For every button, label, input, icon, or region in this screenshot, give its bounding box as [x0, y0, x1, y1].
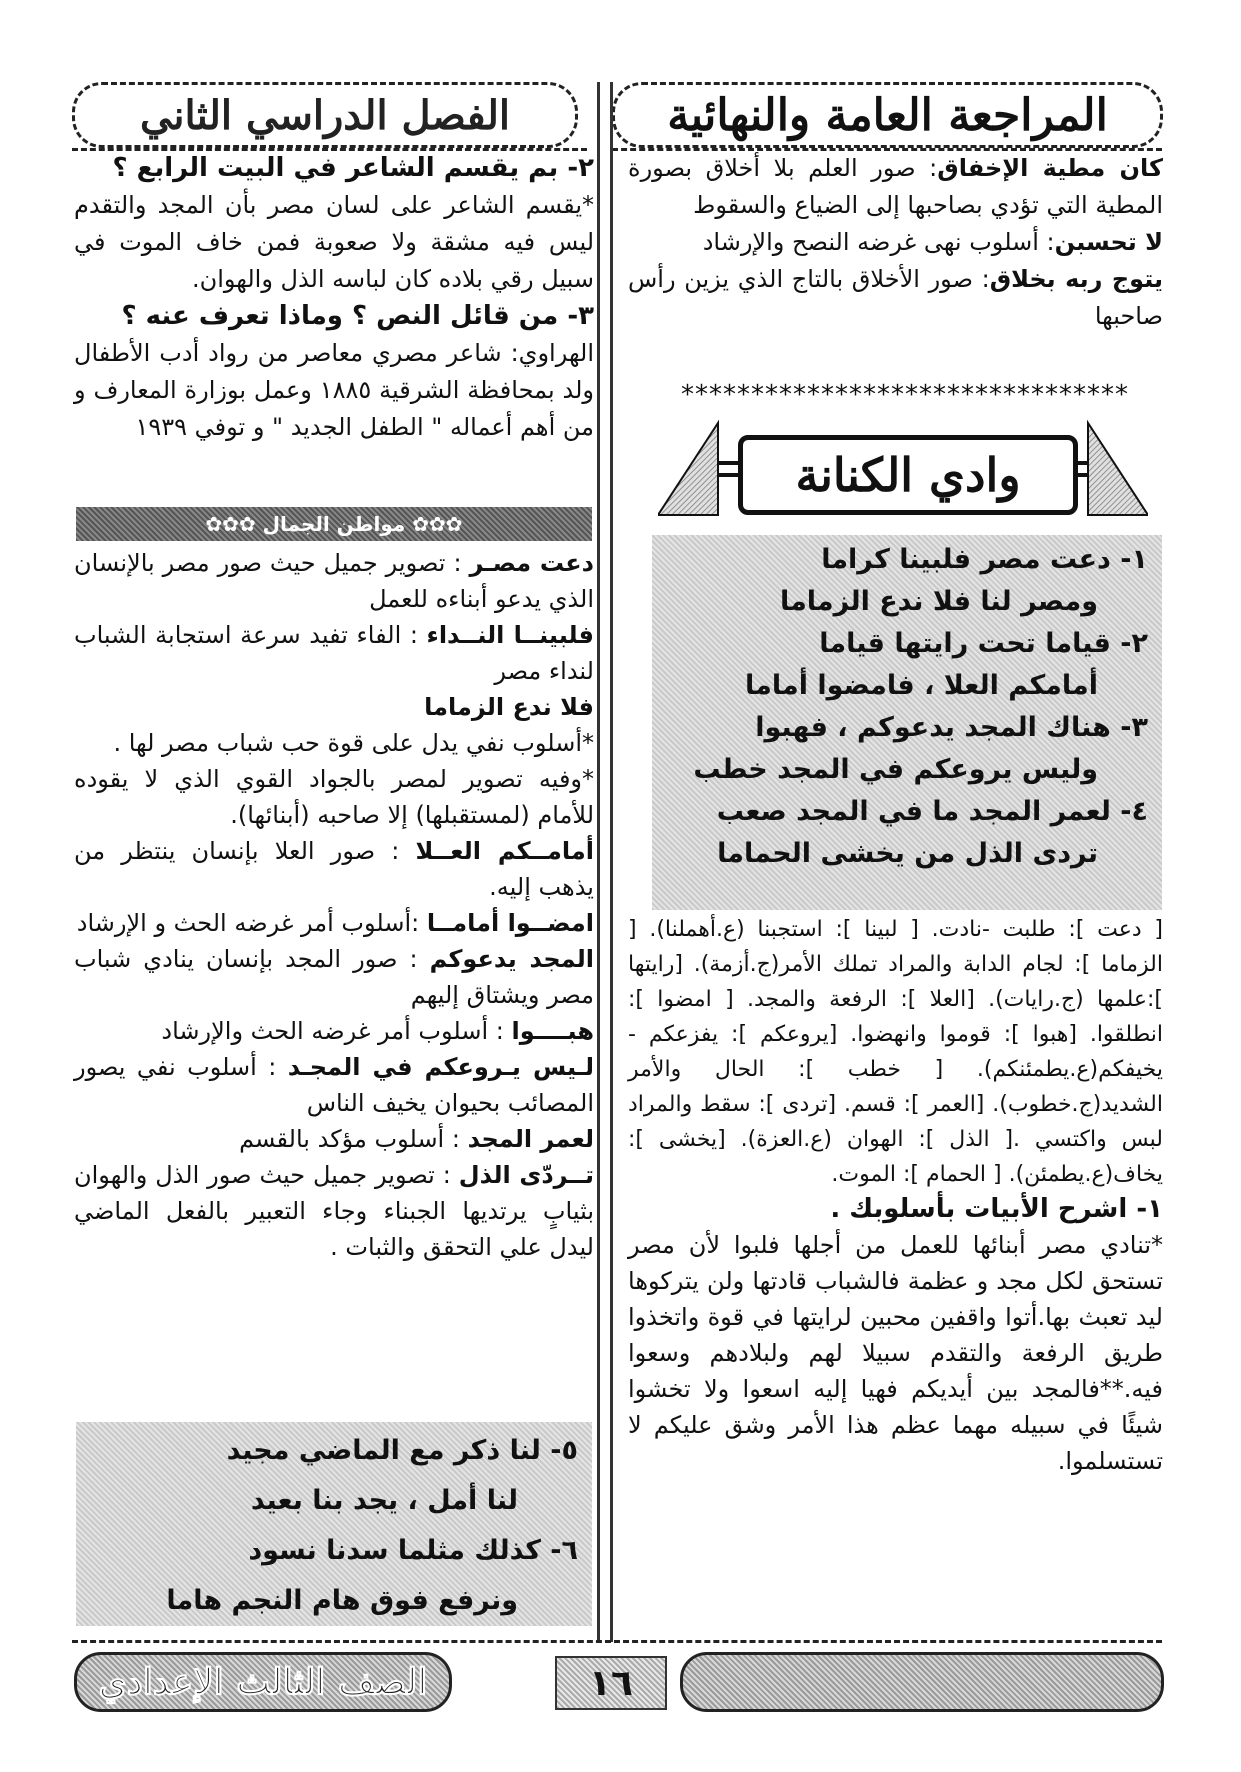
star-separator: ******************************** — [681, 380, 1129, 410]
beauty-item: *وفيه تصوير لمصر بالجواد القوي الذي لا يقوده للأمام (لمستقبلها) إلا صاحبه (أبنائها). — [74, 765, 594, 829]
definition-item: لا تحسبن: أسلوب نهى غرضه النصح والإرشاد — [702, 228, 1163, 256]
left-column-top — [74, 150, 594, 446]
footer-grade: الصف الثالث الإعدادي — [74, 1652, 452, 1712]
vocabulary-block — [628, 912, 1163, 1479]
answer-2: *يقسم الشاعر على لسان مصر بأن المجد والتقدم ليس فيه مشقة ولا صعوبة فمن خاف الموت في سبيل رقي بلاده كان لباسه الذل والهوان. — [74, 191, 594, 293]
beauty-item: امضــوا أمامــا :أسلوب أمر غرضه الحث و الإرشاد — [76, 909, 594, 937]
answer-1: *تنادي مصر أبنائها للعمل من أجلها فلبوا لأن مصر تستحق لكل مجد و عظمة فالشباب قادتها ولن يتركوها ليد تعبث بها.أتوا واقفين محبين لرايتها في قوة واتخذوا طريق الرفعة والتقدم سبيلا لهم ولبلادهم وسعوا فيه.**فالمجد بين أيديكم فهيا إليه اسعوا ولا تخشوا شيئًا في سبيله مهما عظم هذا الأمر وشق عليكم لا تستسلموا. — [628, 1231, 1163, 1475]
header-title-right: المراجعة العامة والنهائية — [612, 82, 1163, 148]
column-divider — [597, 82, 613, 1642]
right-column — [628, 150, 1163, 335]
footer-ornament-right — [680, 1652, 1164, 1712]
answer-3: الهراوي: شاعر مصري معاصر من رواد أدب الأطفال ولد بمحافظة الشرقية ١٨٨٥ وعمل بوزارة المعارف و من أهم أعماله " الطفل الجديد " و توفي ١٩٣٩ — [74, 339, 594, 441]
poem-line: ٦- كذلك مثلما سدنا نسود — [248, 1535, 578, 1566]
beauty-item: *أسلوب نفي يدل على قوة حب شباب مصر لها . — [113, 729, 594, 757]
beauty-item: فلبينــا النــداء : الفاء تفيد سرعة استجابة الشباب لنداء مصر — [74, 621, 594, 685]
page-number: ١٦ — [555, 1656, 667, 1710]
poem-line: ٣- هناك المجد يدعوكم ، فهبوا — [755, 712, 1148, 743]
beauty-item: المجد يدعوكم : صور المجد بإنسان ينادي شباب مصر ويشتاق إليهم — [74, 945, 594, 1009]
beauty-item: تــردّى الذل : تصوير جميل حيث صور الذل والهوان بثيابٍ يرتديها الجبناء وجاء التعبير بالفعل الماضي ليدل علي التحقق والثبات . — [74, 1161, 594, 1261]
lesson-banner — [658, 415, 1148, 525]
beauty-item: فلا ندع الزماما — [424, 693, 594, 721]
poem-line: ٥- لنا ذكر مع الماضي مجيد — [226, 1435, 578, 1466]
poem-line: أمامكم العلا ، فامضوا أماما — [745, 670, 1098, 701]
question-3: ٣- من قائل النص ؟ وماذا تعرف عنه ؟ — [121, 301, 594, 331]
vocabulary-text: [ دعت ]: طلبت -نادت. [ لبينا ]: استجبنا (ع.أهملنا). [ الزماما ]: لجام الدابة والمراد تملك الأمر(ج.أزمة). [رايتها ]:علمها (ج.رايات). [العلا ]: الرفعة والمجد. [ امضوا ]: انطلقوا. [هبوا ]: قوموا وانهضوا. [يروعكم ]: يفزعكم - يخيفكم(ع.يطمئنكم). [ خطب ]: الحال والأمر الشديد(ج.خطوب). [العمر ]: قسم. [تردى ]: سقط والمراد لبس واكتسي .[ الذل ]: الهوان (ع.العزة). [يخشى ]: يخاف(ع.يطمئن). [ الحمام ]: الموت. — [628, 917, 1163, 1187]
poem-line: ٢- قياما تحت رايتها قياما — [819, 628, 1148, 659]
question-2: ٢- بم يقسم الشاعر في البيت الرابع ؟ — [112, 153, 594, 183]
beauty-item: هبــــوا : أسلوب أمر غرضه الحث والإرشاد — [161, 1017, 594, 1045]
lesson-title: وادي الكنانة — [738, 435, 1078, 515]
poem-line: ونرفع فوق هام النجم هاما — [166, 1585, 518, 1616]
beauty-item: لعمر المجد : أسلوب مؤكد بالقسم — [239, 1125, 594, 1153]
header-title-left: الفصل الدراسي الثاني — [72, 82, 578, 148]
poem-line: ٤- لعمر المجد ما في المجد صعب — [716, 796, 1148, 827]
poem-box-2 — [76, 1422, 592, 1626]
poem-line: تردى الذل من يخشى الحماما — [717, 838, 1098, 869]
poem-line: وليس يروعكم في المجد خطب — [693, 754, 1098, 785]
poem-box — [652, 535, 1162, 910]
definition-item: كان مطية الإخفاق: صور العلم بلا أخلاق بصورة المطية التي تؤدي بصاحبها إلى الضياع والسقوط — [628, 154, 1164, 219]
footer-rule — [72, 1640, 1162, 1643]
beauty-list — [74, 545, 594, 1265]
poem-line: ومصر لنا فلا ندع الزماما — [779, 586, 1098, 617]
beauty-item: دعت مصـر : تصوير جميل حيث صور مصر بالإنسان الذي يدعو أبناءه للعمل — [74, 549, 594, 613]
definition-item: يتوج ربه بخلاق: صور الأخلاق بالتاج الذي يزين رأس صاحبها — [628, 265, 1164, 330]
beauty-item: لـيس يـروعكم في المجـد : أسلوب نفي يصور المصائب بحيوان يخيف الناس — [74, 1053, 594, 1117]
poem-line: ١- دعت مصر فلبينا كراما — [821, 544, 1148, 575]
question-1: ١- اشرح الأبيات بأسلوبك . — [830, 1194, 1163, 1224]
beauty-item: أمامــكم العــلا : صور العلا بإنسان ينتظر من يذهب إليه. — [74, 837, 594, 901]
poem-line: لنا أمل ، يجد بنا بعيد — [250, 1485, 518, 1516]
section-title: ✿✿✿ مواطن الجمال ✿✿✿ — [76, 507, 592, 541]
